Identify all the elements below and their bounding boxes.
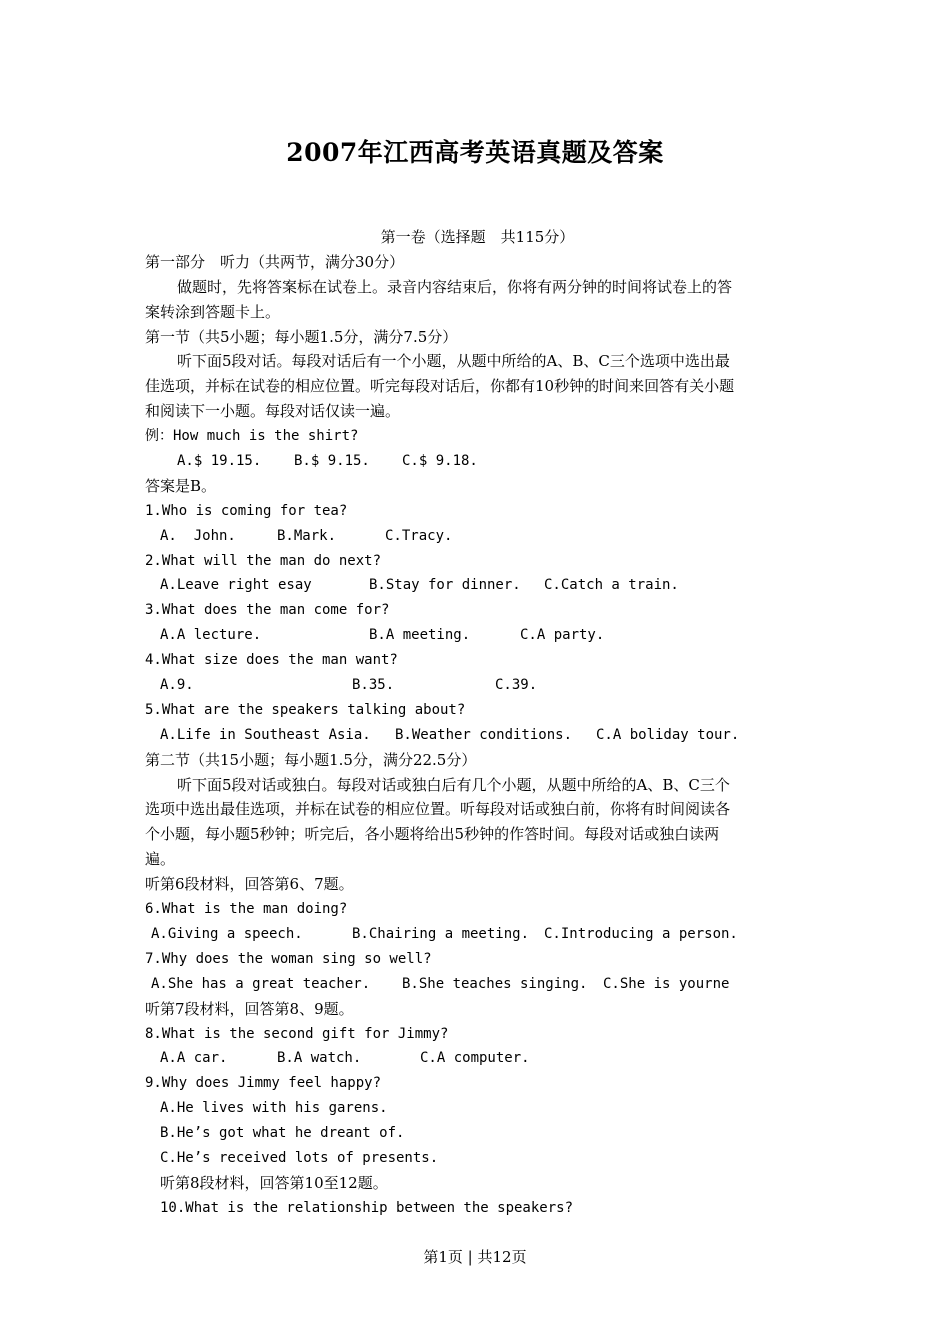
option: C.A party. <box>520 627 605 644</box>
section1-instruction-line: 佳选项，并标在试卷的相应位置。听完每段对话后，你都有10秒钟的时间来回答有关小题 <box>145 377 735 396</box>
option: B.She teaches singing. <box>402 975 588 992</box>
option: C.A computer. <box>420 1050 530 1067</box>
option: A. John. <box>160 527 236 544</box>
option: B.A watch. <box>277 1050 362 1067</box>
section2-instruction-line: 遍。 <box>145 850 176 869</box>
option: B.Chairing a meeting. <box>352 925 530 942</box>
option: B.Mark. <box>277 527 337 544</box>
question-4-options <box>145 673 810 698</box>
option: A.A lecture. <box>160 627 262 644</box>
option: C.Catch a train. <box>544 577 679 594</box>
option: C.39. <box>495 677 538 694</box>
part1-header: 第一部分 听力（共两节，满分30分） <box>145 252 405 271</box>
question-6: 6.What is the man doing? <box>145 901 348 918</box>
example-answer: 答案是B。 <box>145 476 217 495</box>
option: B.$ 9.15. <box>294 453 370 470</box>
question-7-options <box>145 972 810 997</box>
section2-header: 第二节（共15小题；每小题1.5分，满分22.5分） <box>145 750 477 769</box>
question-2-options <box>145 573 810 598</box>
section2-instruction-line: 听下面5段对话或独白。每段对话或独白后有几个小题，从题中所给的A、B、C三个 <box>177 775 730 794</box>
option: A.She has a great teacher. <box>151 975 371 992</box>
question-3-options <box>145 623 810 648</box>
section2-instruction-line: 个小题，每小题5秒钟；听完后，各小题将给出5秒钟的作答时间。每段对话或独白读两 <box>145 825 720 844</box>
material-8-header: 听第8段材料，回答第10至12题。 <box>160 1173 388 1192</box>
option: C.$ 9.18. <box>402 453 478 470</box>
option: C.Introducing a person. <box>544 925 738 942</box>
question-5: 5.What are the speakers talking about? <box>145 701 466 718</box>
option: A.A car. <box>160 1050 228 1067</box>
option: A.Giving a speech. <box>151 925 303 942</box>
question-6-options <box>145 922 810 947</box>
part1-instruction-line: 做题时，先将答案标在试卷上。录音内容结束后，你将有两分钟的时间将试卷上的答 <box>177 277 733 296</box>
example-options <box>145 449 810 474</box>
question-9-option: B.He’s got what he dreant of. <box>160 1125 405 1142</box>
material-7-header: 听第7段材料，回答第8、9题。 <box>145 999 354 1018</box>
question-8-options <box>145 1046 810 1071</box>
section2-instruction-line: 选项中选出最佳选项，并标在试卷的相应位置。听每段对话或独白前，你将有时间阅读各 <box>145 800 731 819</box>
option: A.$ 19.15. <box>177 453 262 470</box>
option: C.Tracy. <box>385 527 453 544</box>
option: A.Leave right esay <box>160 577 312 594</box>
option: B.Weather conditions. <box>395 726 573 743</box>
question-3: 3.What does the man come for? <box>145 602 390 619</box>
question-8: 8.What is the second gift for Jimmy? <box>145 1025 449 1042</box>
question-7: 7.Why does the woman sing so well? <box>145 950 432 967</box>
option: A.9. <box>160 677 194 694</box>
option: C.She is yourne <box>603 975 730 992</box>
option: B.Stay for dinner. <box>369 577 521 594</box>
option: A.Life in Southeast Asia. <box>160 726 371 743</box>
option: B.35. <box>352 677 395 694</box>
document-title: 2007年江西高考英语真题及答案 <box>286 138 664 167</box>
question-9-option: C.He’s received lots of presents. <box>160 1149 439 1166</box>
option: B.A meeting. <box>369 627 471 644</box>
question-10: 10.What is the relationship between the speakers? <box>160 1199 574 1216</box>
volume-header: 第一卷（选择题 共115分） <box>380 228 575 246</box>
part1-instruction-line: 案转涂到答题卡上。 <box>145 302 281 321</box>
section1-instruction-line: 和阅读下一小题。每段对话仅读一遍。 <box>145 402 401 421</box>
option: C.A boliday tour. <box>596 726 740 743</box>
question-1: 1.Who is coming for tea? <box>145 502 348 519</box>
question-9: 9.Why does Jimmy feel happy? <box>145 1075 382 1092</box>
question-4: 4.What size does the man want? <box>145 652 398 669</box>
question-1-options <box>145 524 810 549</box>
section1-instruction-line: 听下面5段对话。每段对话后有一个小题，从题中所给的A、B、C三个选项中选出最 <box>177 352 730 371</box>
page-footer: 第1页 | 共12页 <box>423 1248 527 1266</box>
question-5-options <box>145 723 810 748</box>
material-6-header: 听第6段材料，回答第6、7题。 <box>145 875 354 894</box>
document-body <box>145 225 810 1221</box>
question-2: 2.What will the man do next? <box>145 552 382 569</box>
question-9-option: A.He lives with his garens. <box>160 1100 388 1117</box>
section1-header: 第一节（共5小题；每小题1.5分，满分7.5分） <box>145 327 458 346</box>
example-question: 例：How much is the shirt? <box>145 428 359 445</box>
